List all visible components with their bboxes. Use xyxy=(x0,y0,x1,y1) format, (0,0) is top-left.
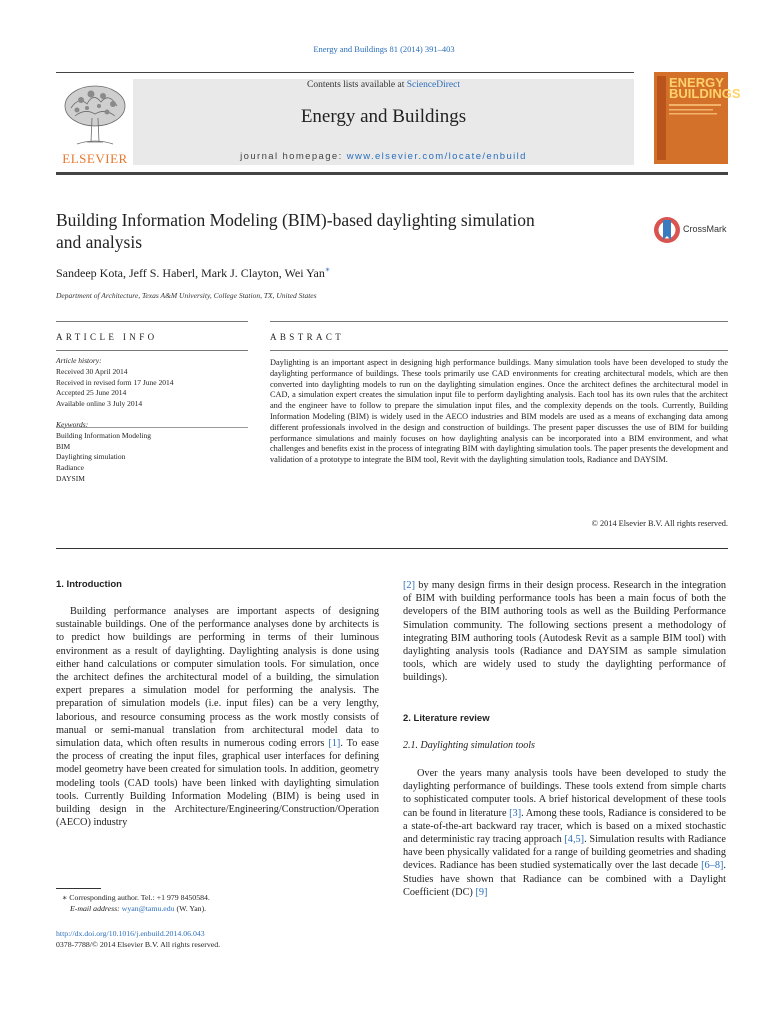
authors xyxy=(56,265,330,281)
email-suffix: (W. Yan). xyxy=(174,904,207,913)
citation-4-5[interactable]: [4,5] xyxy=(564,834,585,846)
section-heading-literature-review: 2. Literature review xyxy=(403,713,490,724)
history-accepted: Accepted 25 June 2014 xyxy=(56,388,127,398)
right-column-body xyxy=(403,579,726,685)
keyword-item: Daylighting simulation xyxy=(56,452,126,462)
cover-title-energy: ENERGY xyxy=(669,75,724,90)
doi-block xyxy=(56,928,379,950)
header-top-rule xyxy=(56,72,634,73)
footnote-rule xyxy=(56,888,101,889)
article-title xyxy=(56,209,636,253)
cover-decoration xyxy=(654,72,728,164)
lit-text-part-2: . Among these tools, Radiance is considered to be a state-of-the-art backward ray tracer, which is based on a mixed stochastic and deterministic ray tracing approach xyxy=(403,807,726,846)
journal-title: Energy and Buildings xyxy=(300,106,467,127)
history-revised: Received in revised form 17 June 2014 xyxy=(56,377,174,387)
abstract-top-rule xyxy=(270,321,728,322)
intro-text-part-2: . To ease the process of creating the input files, graphical user interfaces for defining model geometry have been created for simulation tools. In addition, geometry modeling tools (CAD tools) have been linked with daylighting simulation tools. Currently Building Information Modeling (BIM) is being used in building design in the Architecture/Engineering/Construction/Operation (AECO) industry xyxy=(56,738,379,829)
footnote xyxy=(56,892,379,914)
article-info xyxy=(56,356,248,485)
keywords-rule xyxy=(56,427,248,428)
homepage-link[interactable]: www.elsevier.com/locate/enbuild xyxy=(346,151,527,162)
keyword-item: Radiance xyxy=(56,463,84,473)
lit-text-part-1: Over the years many analysis tools have been developed to study the daylighting performance of buildings. These tools extend from simple charts to sophisticated computer tools. A brief historical development of these tools can be found in literature xyxy=(403,768,726,819)
article-info-heading: ARTICLE INFO xyxy=(56,332,158,342)
keyword-item: Building Information Modeling xyxy=(56,430,151,440)
article-info-top-rule xyxy=(56,321,248,322)
literature-paragraph xyxy=(403,767,726,899)
elsevier-wordmark: ELSEVIER xyxy=(62,151,128,166)
title-line-1: Building Information Modeling (BIM)-based daylighting simulation xyxy=(56,210,535,230)
email-label: E-mail address: xyxy=(70,904,122,913)
footnote-author-text: Corresponding author. Tel.: +1 979 8450584. xyxy=(69,893,210,902)
footnote-marker: ∗ xyxy=(62,893,68,902)
footnote-line-2 xyxy=(56,903,379,914)
header-bottom-rule xyxy=(56,172,728,175)
keyword-item: DAYSIM xyxy=(56,473,85,483)
citation-3[interactable]: [3] xyxy=(509,807,522,819)
doi-link[interactable]: http://dx.doi.org/10.1016/j.enbuild.2014.06.043 xyxy=(56,929,205,938)
history-label: Article history: xyxy=(56,356,102,365)
journal-cover-thumbnail[interactable] xyxy=(654,72,741,164)
abstract-copyright: © 2014 Elsevier B.V. All rights reserved. xyxy=(591,519,728,528)
abstract-text: Daylighting is an important aspect in designing high performance buildings. Many simulation tools have been developed to study the daylighting performance of buildings. These tools primarily use CAD environments for creating architectural models, which are then converted into daylighting models to run on the daylighting simulation engines. Once the architect defines the architectural model in CAD, a simulation expert creates the simulation input file to perform daylighting analysis. Each tool has its own rules that the architect and the engineer have to follow to prepare the simulation input files, and the complexity depends on the tools. Currently, Building Information Modeling (BIM) is widely used in the AECO industries and BIM models are used as a means of exchanging data among different professionals involved in the design and construction of buildings. The present paper discusses the use of BIM for building performance simulations and mainly focuses on how daylighting analysis can be incorporated into a BIM environment, and what challenges and benefits exist in the process of integrating BIM with daylighting simulation tools. The paper presents the development and validation of a prototype to integrate the BIM tool, Revit with the daylighting simulation tools, Radiance and DAYSIM. xyxy=(270,358,728,465)
corresponding-author-mark[interactable]: ∗ xyxy=(324,265,331,274)
literature-text xyxy=(403,767,726,899)
journal-reference[interactable]: Energy and Buildings 81 (2014) 391–403 xyxy=(313,44,455,54)
keywords-label: Keywords: xyxy=(56,419,89,429)
keyword-item: BIM xyxy=(56,441,71,451)
contents-line xyxy=(133,80,634,90)
section-heading-introduction: 1. Introduction xyxy=(56,579,122,590)
introduction-paragraph-continued xyxy=(403,579,726,685)
homepage-line xyxy=(133,151,634,162)
affiliation: Department of Architecture, Texas A&M University, College Station, TX, United States xyxy=(56,291,317,300)
intro-text-part-1: Building performance analyses are important aspects of designing sustainable buildings. One of the performance analyses done by architects is to predict how buildings are performing in terms of their luminous environment as a result of daylighting. Daylighting analysis is done using either hand calculations or computer simulation tools. For simulation, once the architect defines the architectural model of a building, the simulation expert prepares a simulation model for performing the analysis. The preparation of simulation models (i.e. input files) can be a very lengthy, laborious, and resource consuming process as the work mostly consists of manual or semi-manual translation from architectural model data to simulation data, which often results in numerous coding errors xyxy=(56,606,379,750)
email-link[interactable]: wyan@tamu.edu xyxy=(121,904,175,913)
footnote-line-1 xyxy=(56,892,379,903)
front-matter-bottom-rule xyxy=(56,548,728,549)
title-line-2: and analysis xyxy=(56,232,143,252)
citation-1[interactable]: [1] xyxy=(328,738,341,750)
sciencedirect-link[interactable]: ScienceDirect xyxy=(406,80,460,90)
homepage-prefix: journal homepage: xyxy=(240,151,347,162)
introduction-paragraph xyxy=(56,605,379,829)
crossmark-label[interactable]: CrossMark xyxy=(683,224,727,234)
intro-text-part-3: by many design firms in their design process. Research in the integration of BIM with building performance tools has been a main focus of both the developers of the BIM authoring tools as well as the Building Performance Simulation community. The following sections present a methodology of integrating BIM authoring tools (Autodesk Revit as a sample BIM tool) with daylighting analysis tools (Radiance and DAYSIM as sample simulation tools, which are widely used to study the daylighting performance of buildings). xyxy=(403,580,726,684)
history-received: Received 30 April 2014 xyxy=(56,366,128,376)
abstract-heading-rule xyxy=(270,350,728,351)
article-info-heading-rule xyxy=(56,350,248,351)
cover-title-buildings: BUILDINGS xyxy=(669,86,741,101)
history-online: Available online 3 July 2014 xyxy=(56,399,143,409)
citation-2[interactable]: [2] xyxy=(403,580,416,591)
citation-6-8[interactable]: [6–8] xyxy=(701,860,724,872)
lit-text-part-3: . Simulation results with Radiance have been physically validated for a range of building geometries and shading devices. Radiance has been studied systematically over the last decade xyxy=(403,834,726,872)
left-column-body xyxy=(56,605,379,829)
author-names: Sandeep Kota, Jeff S. Haberl, Mark J. Clayton, Wei Yan xyxy=(56,266,325,280)
contents-prefix: Contents lists available at xyxy=(306,80,407,90)
abstract-heading: ABSTRACT xyxy=(270,332,345,342)
citation-9[interactable]: [9] xyxy=(475,886,488,898)
lit-text-part-4: . Studies have shown that Radiance can be combined with a Daylight Coefficient (DC) xyxy=(403,860,726,898)
issn-line: 0378-7788/© 2014 Elsevier B.V. All rights reserved. xyxy=(56,940,221,949)
subsection-heading-daylighting-tools: 2.1. Daylighting simulation tools xyxy=(403,740,535,751)
